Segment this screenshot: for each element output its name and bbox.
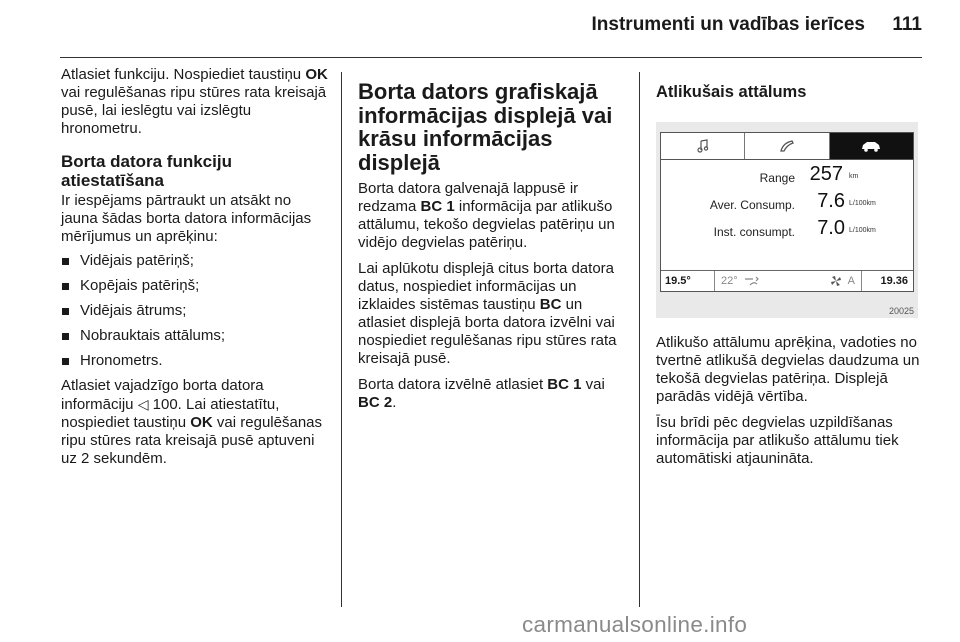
range-paragraph-2: Īsu brīdi pēc degvielas uzpildīšanas informācija par atlikušo attālumu tiek automātiski atjaunināta. — [656, 414, 899, 467]
reset-list — [61, 252, 329, 370]
status-bar — [661, 270, 913, 291]
bullet-icon — [62, 358, 69, 365]
header-title: Instrumenti un vadības ierīces — [591, 14, 865, 35]
bullet-icon — [62, 258, 69, 265]
reset-paragraph: Ir iespējams pārtraukt un atsākt no jauna šādas borta datora informācijas mērījumus un aprēķinu: — [61, 192, 312, 245]
section-heading: Borta dators grafiskajā informācijas displejā vai krāsu informācijas displejā — [358, 79, 613, 175]
page-number: 111 — [892, 14, 922, 35]
tab-phone — [745, 133, 829, 159]
tab-vehicle — [830, 133, 913, 159]
row-range: Range 257 km — [759, 163, 859, 185]
air-flow-icon — [744, 275, 762, 287]
select-paragraph: Atlasiet vajadzīgo borta datora informāciju ◁ 100. Lai atiestatītu, nospiediet taustiņu OK vai regulēšanas ripu stūres rata kreisajā pusē aptuveni uz 2 sekundēm. — [61, 377, 322, 467]
list-item: Nobrauktais attālums; — [61, 327, 329, 345]
column-divider-1 — [341, 72, 342, 607]
bullet-icon — [62, 283, 69, 290]
page-reference-icon: ◁ — [137, 396, 149, 412]
range-paragraph-1: Atlikušo attālumu aprēķina, vadoties no tvertnē atlikušā degvielas daudzuma un tekošā degvielas patēriņa. Displejā parādās vidējā vērtība. — [656, 334, 920, 405]
bc-paragraph-1: Borta datora galvenajā lappusē ir redzama BC 1 informācija par atlikušo attālumu, tekošo degvielas patēriņu un vidējo degvielas patēriņu. — [358, 180, 615, 251]
range-heading: Atlikušais attālums — [656, 83, 807, 101]
data-rows — [661, 163, 913, 244]
list-item: Kopējais patēriņš; — [61, 277, 329, 295]
climate-status: 22° A — [721, 275, 855, 287]
outside-temperature: 19.5° — [661, 271, 715, 291]
figure-code: 20025 — [888, 306, 914, 316]
display-tabs — [661, 133, 913, 160]
column-divider-2 — [639, 72, 640, 607]
row-instant-consumption: Inst. consumpt. 7.0 L/100km — [713, 217, 876, 239]
bc-paragraph-3: Borta datora izvēlnē atlasiet BC 1 vai BC 2. — [358, 376, 605, 411]
column-2 — [358, 80, 628, 420]
column-3 — [656, 72, 924, 102]
tab-audio — [661, 133, 745, 159]
list-item: Vidējais ātrums; — [61, 302, 329, 320]
column-1 — [61, 66, 329, 476]
clock: 19.36 — [861, 271, 913, 291]
row-average-consumption: Aver. Consump. 7.6 L/100km — [709, 190, 876, 212]
list-item: Hronometrs. — [61, 352, 329, 370]
watermark: carmanualsonline.info — [522, 612, 748, 637]
list-item: Vidējais patēriņš; — [61, 252, 329, 270]
bullet-icon — [62, 333, 69, 340]
info-display — [660, 132, 914, 292]
music-note-icon — [696, 139, 710, 153]
display-figure — [656, 122, 918, 318]
car-icon — [860, 140, 882, 152]
header-rule — [60, 57, 922, 58]
fan-icon — [830, 275, 842, 287]
column-3-text — [656, 334, 924, 476]
reset-heading: Borta datora funkciju atiestatīšana — [61, 152, 232, 190]
intro-paragraph: Atlasiet funkciju. Nospiediet taustiņu OK vai regulēšanas ripu stūres rata kreisajā pusē, lai ieslēgtu vai izslēgtu hronometru. — [61, 66, 328, 137]
bc-paragraph-2: Lai aplūkotu displejā citus borta datora datus, nospiediet informācijas un izklaides sistēmas taustiņu BC un atlasiet displejā borta datora izvēlni vai nospiediet regulēšanas ripu stūres rata kreisajā pusē. — [358, 260, 617, 367]
phone-icon — [779, 139, 795, 153]
bullet-icon — [62, 308, 69, 315]
